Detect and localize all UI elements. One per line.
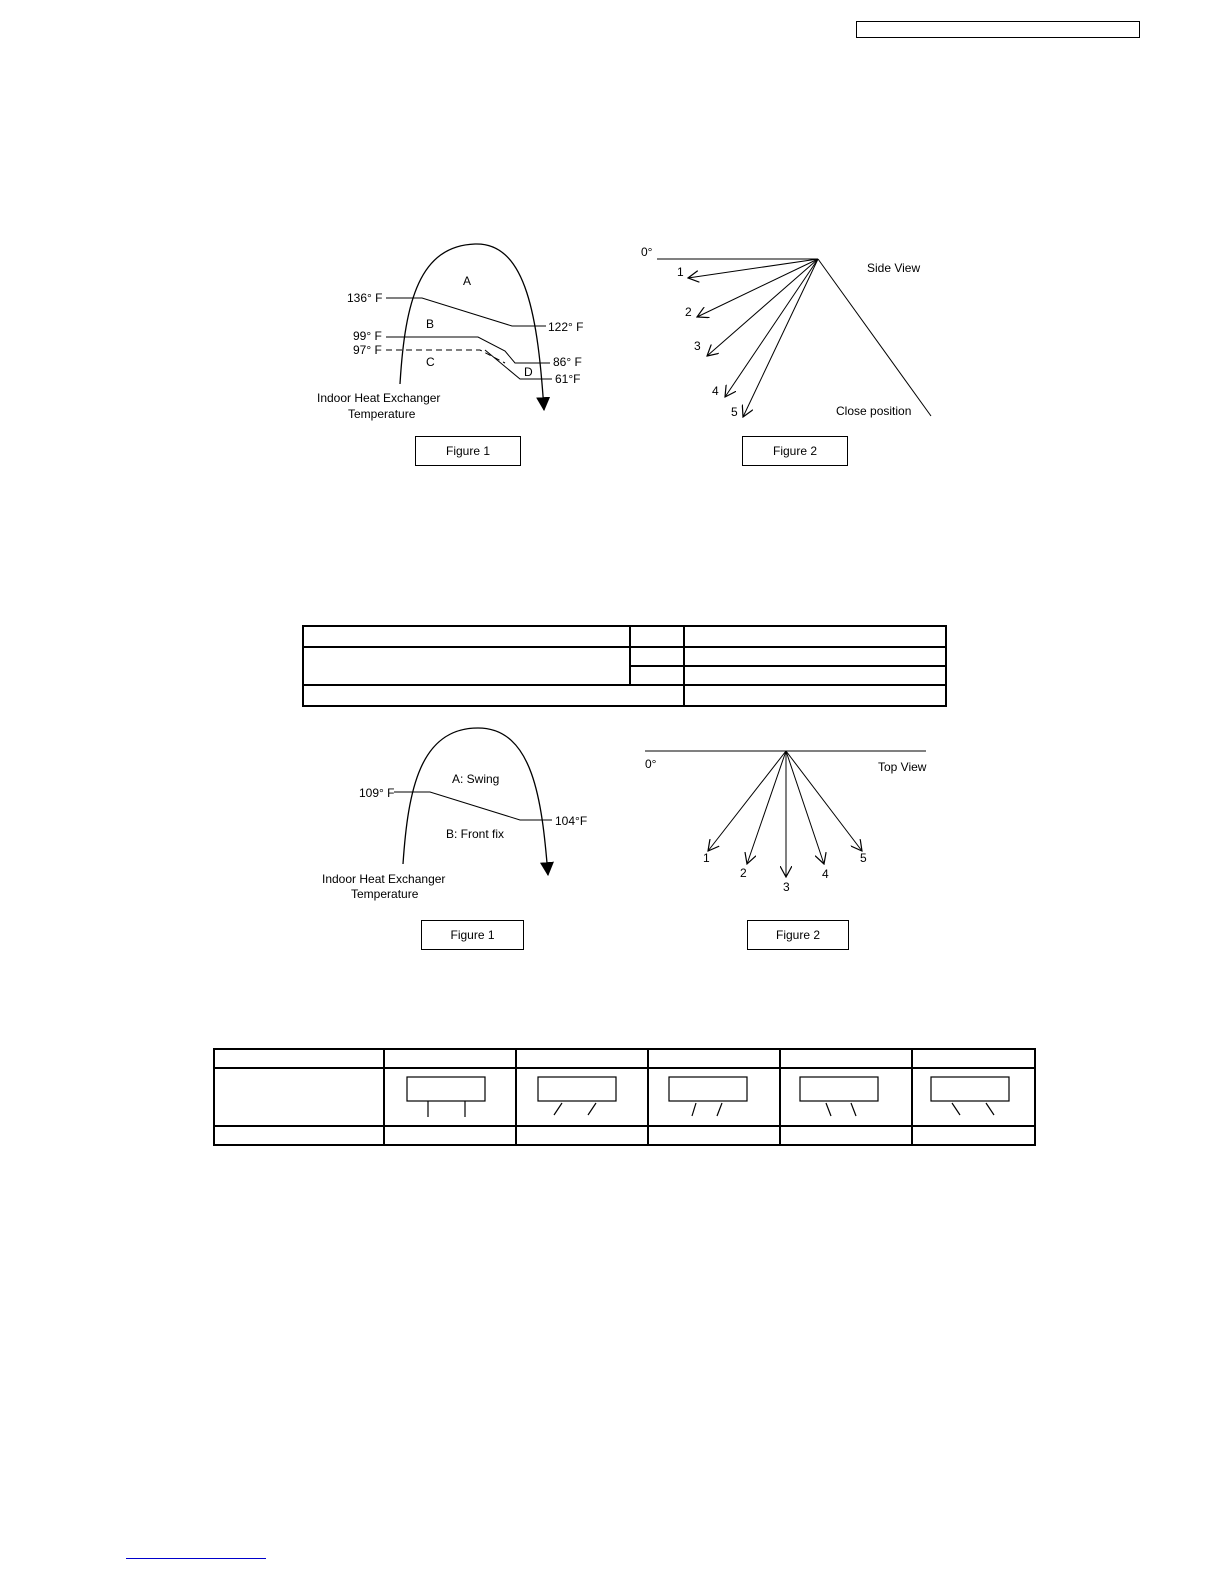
table-cell xyxy=(516,1126,648,1145)
position-label-5: 5 xyxy=(731,405,738,419)
zone-label-b: B xyxy=(426,317,435,331)
temp-61f: 61°F xyxy=(555,372,581,386)
figure-caption: Figure 2 xyxy=(742,436,848,466)
zone-label-d: D xyxy=(524,365,533,379)
zone-label-c: C xyxy=(426,355,435,369)
zero-degree-label: 0° xyxy=(645,757,657,771)
table-cell xyxy=(684,647,946,666)
position-arrow-2 xyxy=(747,751,786,864)
table-cell xyxy=(648,1068,780,1125)
middle-table xyxy=(302,625,947,707)
table-cell xyxy=(630,666,684,685)
table-cell xyxy=(214,1126,384,1145)
side-view-label: Side View xyxy=(867,261,921,275)
cooling-line-61 xyxy=(485,350,552,379)
cooling-curve xyxy=(400,244,544,410)
axis-label-line1: Indoor Heat Exchanger xyxy=(317,391,441,405)
table-cell xyxy=(630,647,684,666)
temp-109f: 109° F xyxy=(359,786,395,800)
table-cell xyxy=(780,1068,912,1125)
heating-temperature-diagram xyxy=(322,728,587,901)
zone-label-front-fix: B: Front fix xyxy=(446,827,505,841)
cooling-temperature-diagram xyxy=(317,244,583,421)
table-cell xyxy=(384,1049,516,1068)
temp-86f: 86° F xyxy=(553,355,582,369)
position-label-3: 3 xyxy=(783,880,790,894)
table-cell xyxy=(912,1068,1035,1125)
temp-104f: 104°F xyxy=(555,814,588,828)
table-cell xyxy=(516,1049,648,1068)
table-cell xyxy=(912,1126,1035,1145)
footer-link-underline[interactable] xyxy=(126,1558,266,1559)
table-cell xyxy=(648,1126,780,1145)
table-cell xyxy=(780,1126,912,1145)
position-arrow-4 xyxy=(786,751,824,864)
position-arrow-5 xyxy=(786,751,862,851)
table-cell xyxy=(684,626,946,647)
figure-caption: Figure 1 xyxy=(421,920,524,950)
cooling-line-136 xyxy=(386,298,546,326)
table-cell xyxy=(630,626,684,647)
table-cell xyxy=(303,685,684,706)
heating-line-109 xyxy=(394,792,552,820)
table-cell xyxy=(214,1068,384,1125)
close-position-label: Close position xyxy=(836,404,912,418)
position-label-5: 5 xyxy=(860,851,867,865)
top-view-angle-diagram xyxy=(645,751,927,894)
top-view-label: Top View xyxy=(878,760,927,774)
close-position-line xyxy=(818,259,931,416)
table-cell xyxy=(303,647,630,685)
position-label-2: 2 xyxy=(740,866,747,880)
table-cell xyxy=(384,1068,516,1125)
temp-97f: 97° F xyxy=(353,343,382,357)
position-label-3: 3 xyxy=(694,339,701,353)
axis-label-line2: Temperature xyxy=(348,407,416,421)
heating-curve xyxy=(403,728,548,875)
position-arrow-5 xyxy=(743,259,818,417)
axis-label-line1: Indoor Heat Exchanger xyxy=(322,872,446,886)
position-arrow-1 xyxy=(708,751,786,851)
figure-caption: Figure 1 xyxy=(415,436,521,466)
table-cell xyxy=(648,1049,780,1068)
table-cell xyxy=(516,1068,648,1125)
zero-degree-label: 0° xyxy=(641,245,653,259)
temp-122f: 122° F xyxy=(548,320,584,334)
position-label-4: 4 xyxy=(822,867,829,881)
side-view-angle-diagram xyxy=(641,245,931,419)
position-label-4: 4 xyxy=(712,384,719,398)
table-cell xyxy=(912,1049,1035,1068)
temp-136f: 136° F xyxy=(347,291,383,305)
temp-99f: 99° F xyxy=(353,329,382,343)
zone-label-a: A xyxy=(463,274,472,288)
position-label-2: 2 xyxy=(685,305,692,319)
position-label-1: 1 xyxy=(703,851,710,865)
table-cell xyxy=(303,626,630,647)
axis-label-line2: Temperature xyxy=(351,887,419,901)
table-cell xyxy=(780,1049,912,1068)
table-cell xyxy=(214,1049,384,1068)
louver-table xyxy=(213,1048,1036,1146)
table-cell xyxy=(684,685,946,706)
figure-caption: Figure 2 xyxy=(747,920,849,950)
table-cell xyxy=(684,666,946,685)
position-label-1: 1 xyxy=(677,265,684,279)
table-cell xyxy=(384,1126,516,1145)
zone-label-swing: A: Swing xyxy=(452,772,500,786)
